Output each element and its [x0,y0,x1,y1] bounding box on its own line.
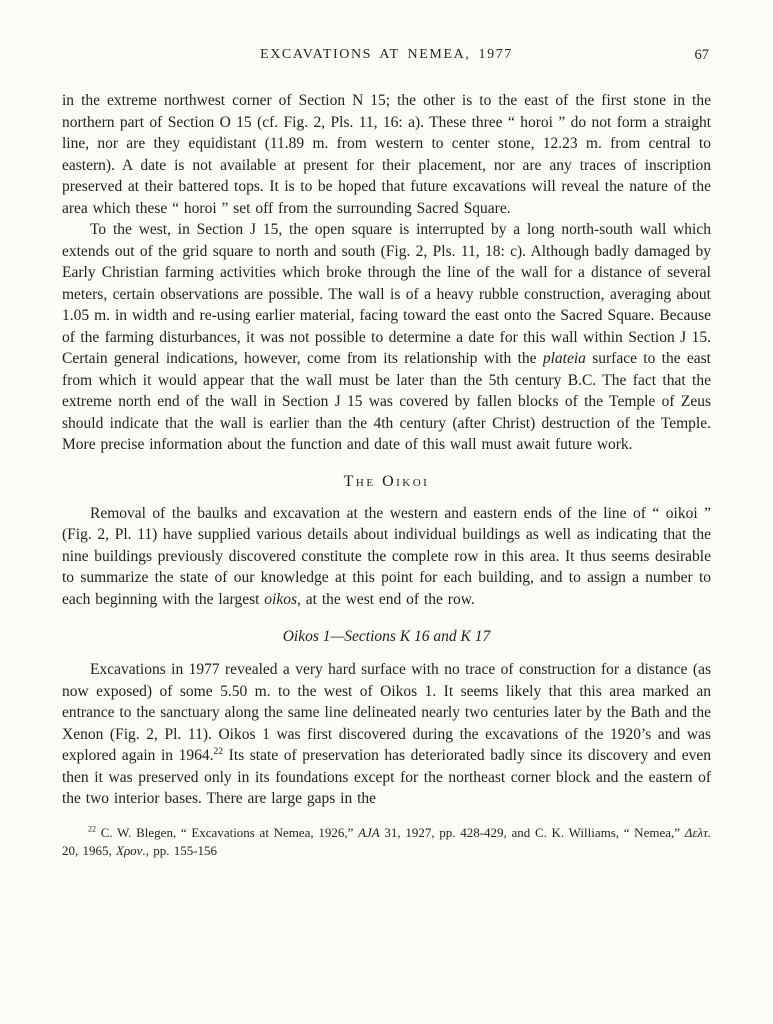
footnote-marker-22: 22 [88,824,97,834]
page-header [62,46,711,64]
paragraph-wall-section-j15: To the west, in Section J 15, the open square is interrupted by a long north-south wall which extends out of the grid square to north and south (Fig. 2, Pls. 11, 18: c). Although badly damaged by Early Christian farming activities which broke through the line of the wall for a distance of several meters, certain observations are possible. The wall is of a heavy rubble construction, averaging about 1.05 m. in width and re-using earlier material, facing toward the east onto the Sacred Square. Because of the farming disturbances, it was not possible to determine a date for this wall within Section J 15. Certain general indications, however, come from its relationship with the plateia surface to the east from which it would appear that the wall must be later than the 5th century B.C. The fact that the extreme north end of the wall in Section J 15 was covered by fallen blocks of the Temple of Zeus should indicate that the wall is earlier than the 4th century (after Christ) destruction of the Temple. More precise information about the function and date of this wall must await future work. [62,221,711,453]
page-body [62,90,711,810]
footnote-text: $^{22}$ C. W. Blegen, “ Excavations at Nemea, 1926,” AJA 31, 1927, pp. 428-429, and C. K. Williams, “ Nemea,” Δελτ. 20, 1965, Χρον., pp. 155-156 [62,824,711,858]
subsection-heading-oikos-1: Oikos 1—Sections K 16 and K 17 [282,628,491,645]
paragraph-oikos-1: Excavations in 1977 revealed a very hard surface with no trace of construction for a distance (as now exposed) of some 5.50 m. to the west of Oikos 1. It seems likely that this area marked an entrance to the sanctuary along the same line delineated nearly two centuries later by the Bath and the Xenon (Fig. 2, Pl. 11). Oikos 1 was first discovered during the excavations of the 1920’s and was explored again in 1964.22 Its state of preservation has deteriorated badly since its discovery and even then it was preserved only in its foundations except for the northeast corner block and the eastern of the two interior bases. There are large gaps in the [62,661,711,807]
section-heading-the-oikoi: The Oikoi [343,472,430,490]
journal-section-chronika: Χρον. [116,843,146,858]
page-number: 67 [694,47,709,63]
paragraph-oikoi-intro: Removal of the baulks and excavation at the western and eastern ends of the line of “ oikoi ” (Fig. 2, Pl. 11) have supplied various details about individual buildings as well as indicating that the nine buildings previously discovered constitute the complete row in this area. It thus seems desirable to summarize the state of our knowledge at this point for each building, and to assign a number to each beginning with the largest oikos, at the west end of the row. [62,504,711,608]
journal-title-deltion: Δελτ. [684,824,711,840]
footnote-reference-22: 22 [213,745,224,757]
term-oikos: oikos [264,590,298,608]
term-plateia: plateia [542,350,586,367]
footnote-22 [62,824,711,861]
running-title: EXCAVATIONS AT NEMEA, 1977 [260,47,513,62]
journal-title-aja: AJA [358,824,380,840]
paragraph-horoi-continuation: in the extreme northwest corner of Section N 15; the other is to the east of the first stone in the northern part of Section O 15 (cf. Fig. 2, Pls. 11, 16: a). These three “ horoi ” do not form a straight line, nor are they equidistant (11.89 m. from western to center stone, 12.23 m. from central to eastern). A date is not available at present for their placement, nor are any traces of inscription preserved at their battered tops. It is to be hoped that future excavations will reveal the nature of the area which these “ horoi ” set off from the surrounding Sacred Square. [62,92,711,217]
